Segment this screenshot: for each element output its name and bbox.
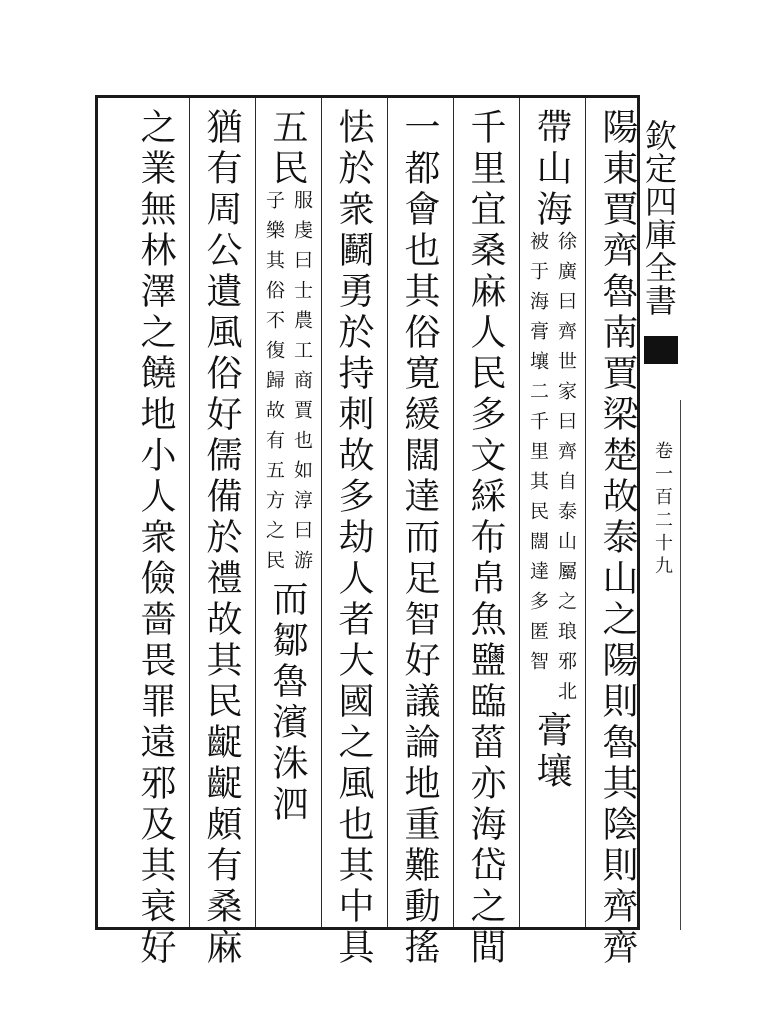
main-text: 帶山海 [531, 108, 572, 231]
text-column-6 [258, 108, 316, 918]
main-text: 之業無林澤之饒地小人衆儉嗇畏罪遠邪及其衰好 [135, 108, 176, 969]
column-rule [321, 98, 322, 927]
main-text: 而鄒魯濱洙泗 [267, 580, 308, 826]
text-column-3 [456, 108, 514, 969]
volume-number-margin: 卷一百二十九 [652, 441, 673, 579]
interlinear-note [260, 190, 316, 580]
book-title-margin: 欽定四庫全書 [640, 119, 678, 317]
text-column-5 [324, 108, 382, 969]
main-text: 膏壤 [531, 711, 572, 793]
column-rule [453, 98, 454, 927]
text-column-2 [522, 108, 580, 918]
column-rule [387, 98, 388, 927]
text-page [95, 95, 640, 969]
note-line: 子樂其俗不復歸故有五方之民 [263, 190, 285, 580]
text-column-8 [126, 108, 184, 969]
fishtail-mark [644, 336, 678, 364]
text-column-7 [192, 108, 250, 969]
main-text: 千里宜桑麻人民多文綵布帛魚鹽臨菑亦海岱之間 [465, 108, 506, 969]
column-rule [585, 98, 586, 927]
text-column-4 [390, 108, 448, 969]
note-line: 徐廣曰齊世家曰齊自泰山屬之琅邪北 [555, 231, 577, 711]
main-text: 猶有周公遺風俗好儒備於禮故其民齪齪頗有桑麻 [201, 108, 242, 969]
column-rule [519, 98, 520, 927]
main-text: 陽東賈齊魯南賈梁楚故泰山之陽則魯其陰則齊齊 [597, 108, 638, 969]
main-text: 五民 [267, 108, 308, 190]
note-line: 被于海膏壤二千里其民闊達多匿智 [527, 231, 549, 681]
column-rule [189, 98, 190, 927]
interlinear-note [524, 231, 580, 711]
main-text: 一都會也其俗寛緩闊達而足智好議論地重難動搖 [399, 108, 440, 969]
column-rule [255, 98, 256, 927]
note-line: 服虔曰士農工商賈也如淳曰游 [291, 190, 313, 580]
margin-edge-line [680, 400, 681, 930]
main-text: 怯於衆鬬勇於持刺故多劫人者大國之風也其中具 [333, 108, 374, 969]
text-column-1 [588, 108, 646, 969]
